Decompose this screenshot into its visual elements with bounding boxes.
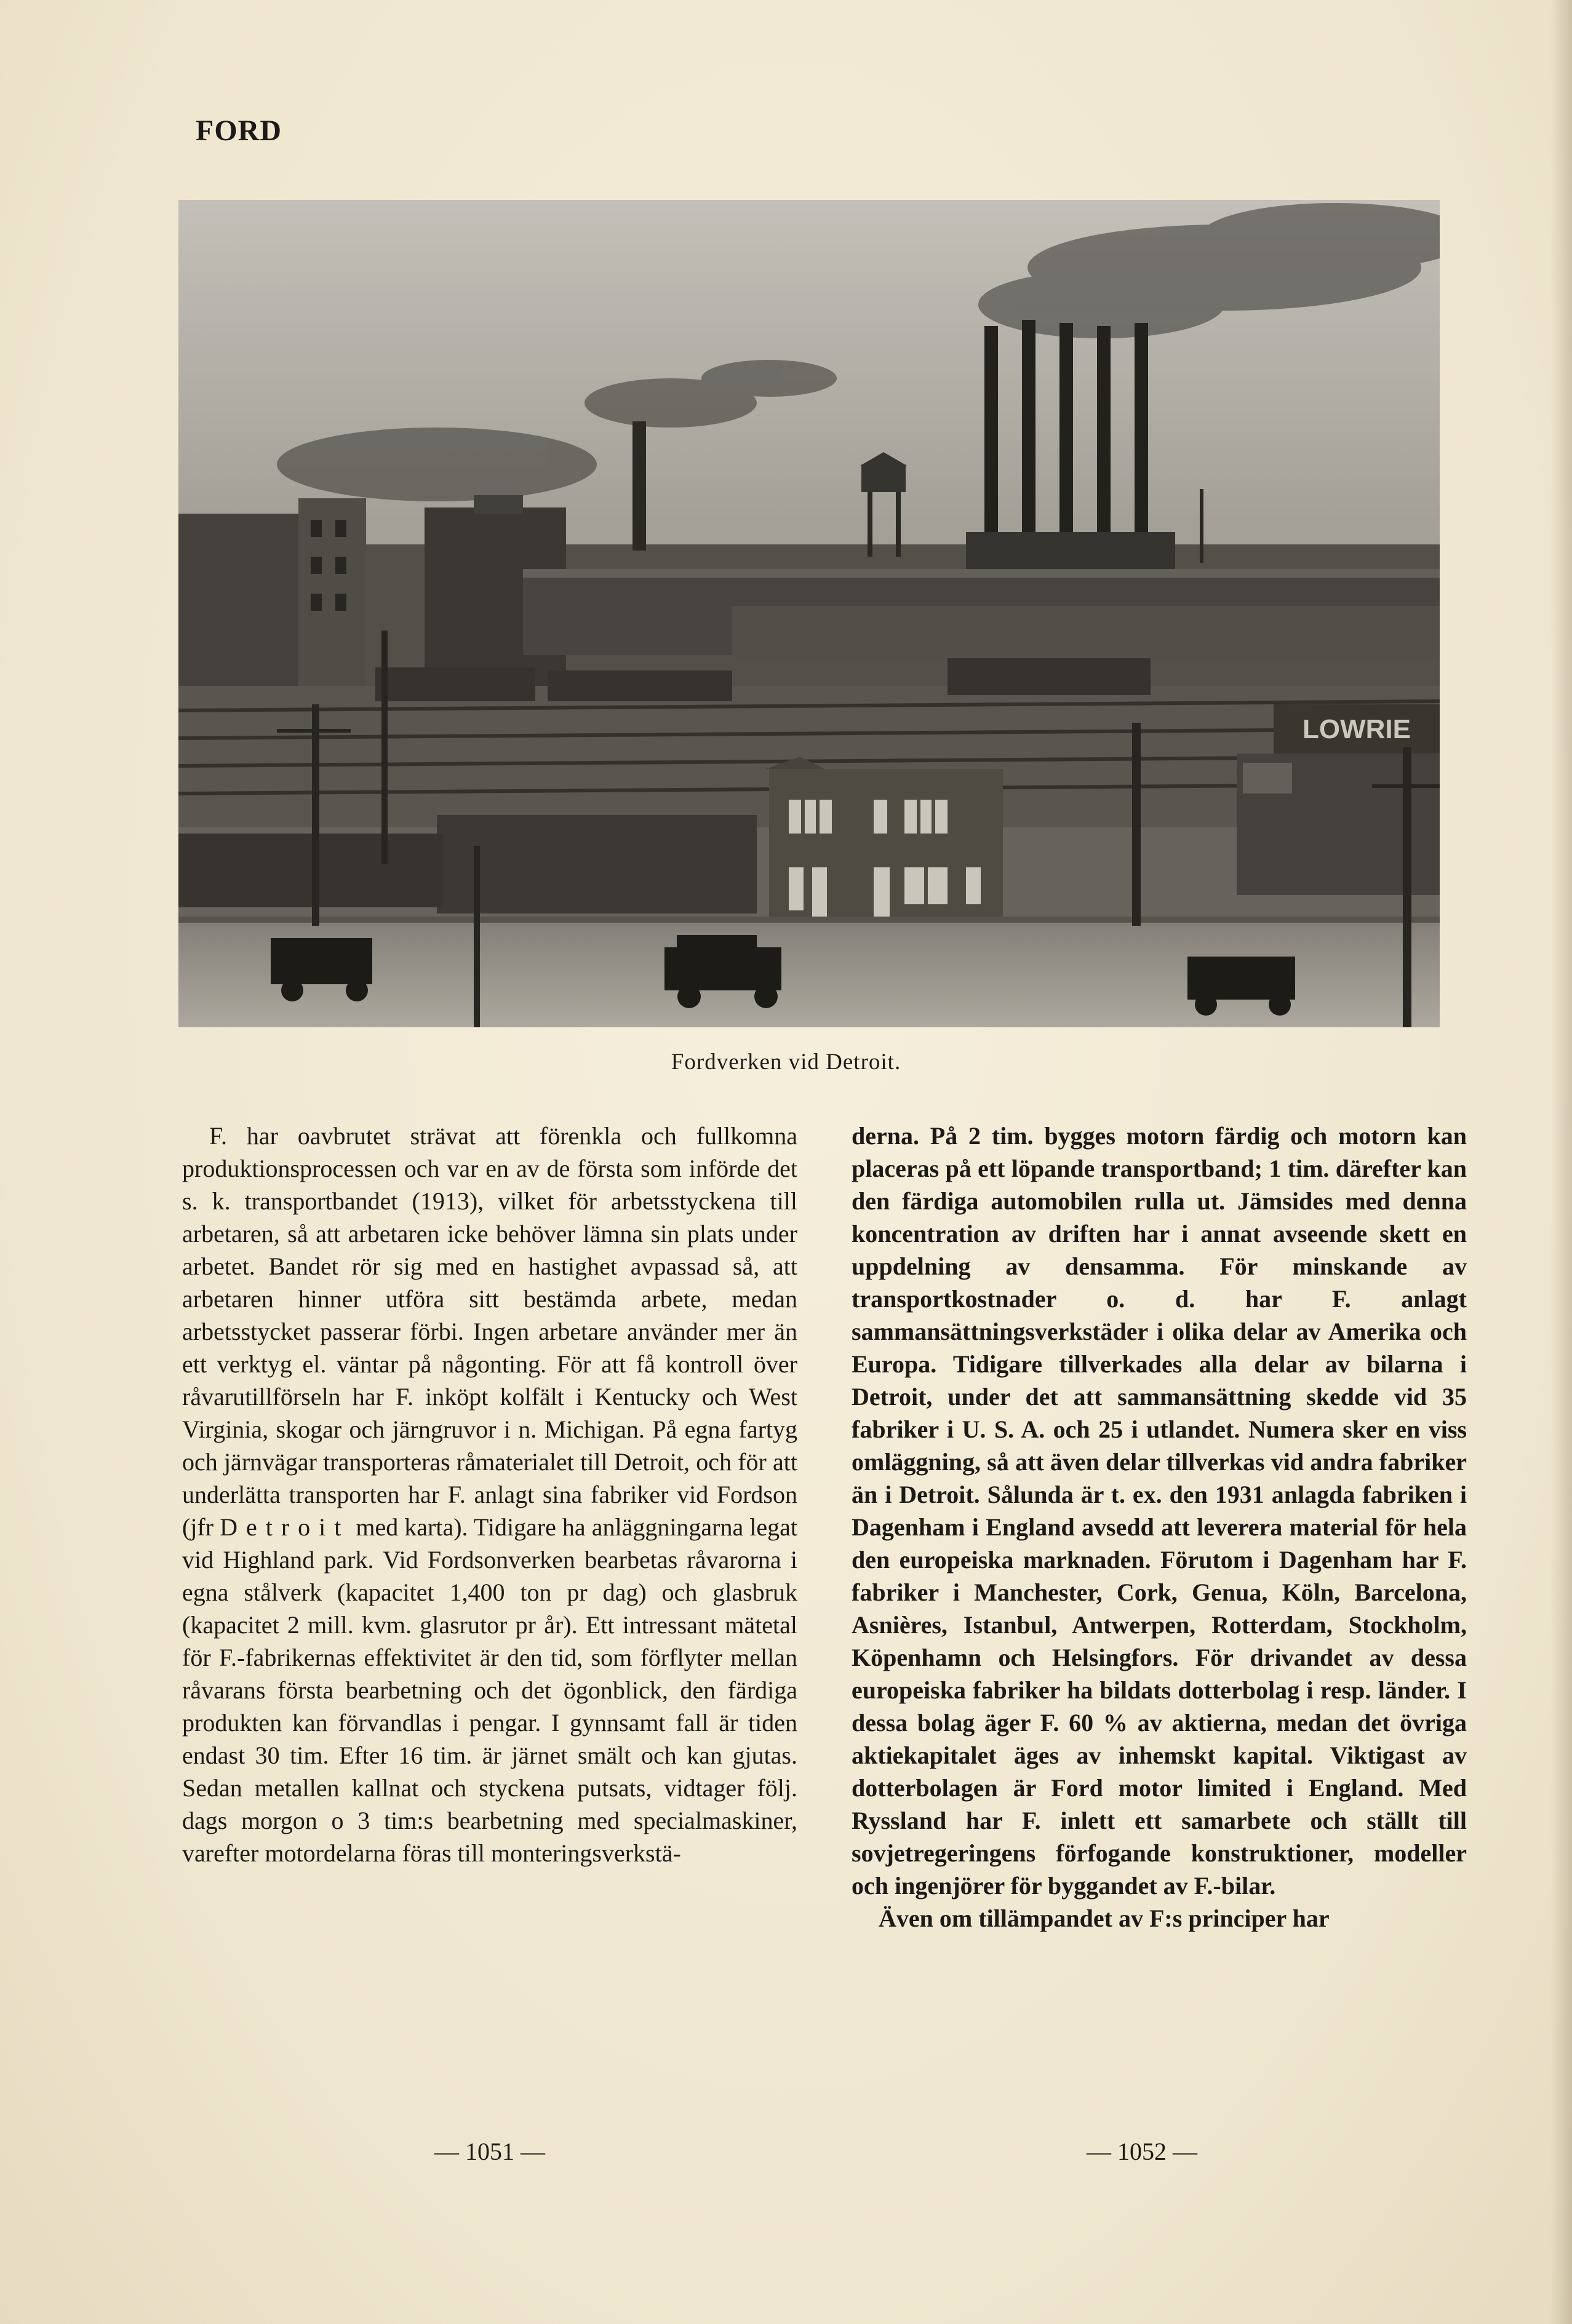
spaced-cross-reference: Detroit [220,1513,350,1541]
left-paragraph [182,1120,797,1869]
page-number-left: — 1051 — [434,2138,545,2165]
page-edge-shadow [1550,0,1572,2324]
factory-photograph-drawing [178,200,1440,1027]
factory-photograph [178,200,1440,1027]
left-paragraph-text-2: med karta). Tidigare ha anläggningarna legat vid Highland park. Vid Fordsonverken bearbetas råvarorna i egna stålverk (kapacitet 1,400 ton pr dag) och glasbruk (kapacitet 2 mill. kvm. glasrutor pr år). Ett intressant mätetal för F.-fabrikernas effektivitet är den tid, som förflyter mellan råvarans första bearbetning och det ögonblick, den färdiga produkten kan förvandlas i pengar. I gynnsamt fall är tiden endast 30 tim. Efter 16 tim. är järnet smält och kan gjutas. Sedan metallen kallnat och styckena putsats, vidtager följ. dags morgon o 3 tim:s bearbetning med specialmaskiner, varefter motordelarna föras till monteringsverkstä- [182,1513,797,1867]
left-paragraph-text-1: F. har oavbrutet strävat att förenkla och fullkomna produktionsprocessen och var en av de första som införde det s. k. transportbandet (1913), vilket för arbetsstyckena till arbetaren, så att arbetaren icke behöver lämna sin plats under arbetet. Bandet rör sig med en hastighet avpassad så, att arbetaren hinner utföra sitt bestämda arbete, medan arbetsstycket passerar förbi. Ingen arbetare använder mer än ett verktyg el. väntar på någonting. För att få kontroll över råvarutillförseln har F. inköpt kolfält i Kentucky och West Virginia, skogar och järngruvor i n. Michigan. På egna fartyg och järnvägar transporteras råmaterialet till Detroit, och för att underlätta transporten har F. anlagt sina fabriker vid Fordson (jfr [182,1122,797,1541]
billboard-sign: LOWRIE [1303,714,1411,744]
right-paragraph-new: Även om tillämpandet av F:s principer har [879,1904,1330,1932]
text-column-left [182,1120,797,1869]
running-title: FORD [196,114,282,147]
right-paragraph-continued: derna. På 2 tim. bygges motorn färdig och motorn kan placeras på ett löpande transportband; 1 tim. därefter kan den färdiga automobilen rulla ut. Jämsides med denna koncentration av driften har i annat avseende skett en uppdelning av densamma. För minskande av transportkostnader o. d. har F. anlagt sammansättningsverkstäder i olika delar av Amerika och Europa. Tidigare tillverkades alla delar av bilarna i Detroit, under det att sammansättning skedde vid 35 fabriker i U. S. A. och 25 i utlandet. Numera sker en viss omläggning, så att även delar tillverkas vid andra fabriker än i Detroit. Sålunda är t. ex. den 1931 anlagda fabriken i Dagenham i England avsedd att leverera material för hela den europeiska marknaden. Förutom i Dagenham har F. fabriker i Manchester, Cork, Genua, Köln, Barcelona, Asnières, Istanbul, Antwerpen, Rotterdam, Stockholm, Köpenhamn och Helsingfors. För drivandet av dessa europeiska fabriker ha bildats dotterbolag i resp. länder. I dessa bolag äger F. 60 % av aktierna, medan det övriga aktiekapitalet äges av inhemskt kapital. Viktigast av dotterbolagen är Ford motor limited i England. Med Ryssland har F. inlett ett samarbete och ställt till sovjetregeringens förfogande konstruktioner, modeller och ingenjörer för byggandet av F.-bilar. [852,1122,1467,1900]
text-column-right [852,1120,1467,1935]
figure-caption: Fordverken vid Detroit. [671,1049,901,1075]
page-number-right: — 1052 — [1087,2138,1197,2165]
